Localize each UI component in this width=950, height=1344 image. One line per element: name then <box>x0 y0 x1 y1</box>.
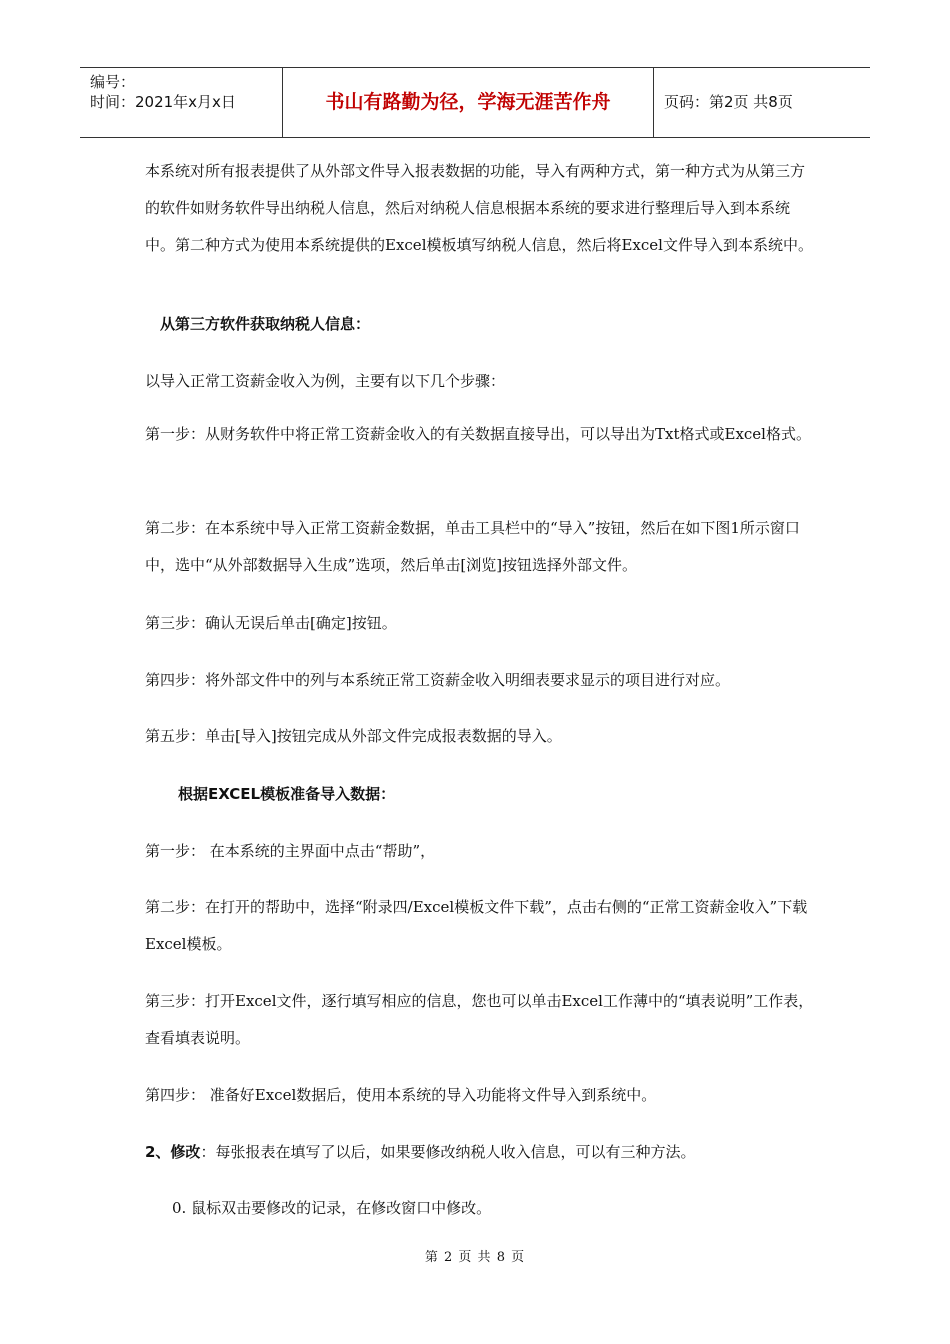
s2-step3: 第三步：打开Excel文件，逐行填写相应的信息，您也可以单击Excel工作薄中的“填表说明”工作表，查看填表说明。 <box>145 992 814 1047</box>
modify-label: 2、修改 <box>145 1143 201 1161</box>
s2-step1: 第一步： 在本系统的主界面中点击“帮助”， <box>145 842 436 860</box>
page-footer: 第 2 页 共 8 页 <box>424 1250 526 1265</box>
modify-paragraph <box>145 1141 815 1163</box>
number-label: 编号： <box>90 73 136 91</box>
intro-paragraph: 本系统对所有报表提供了从外部文件导入报表数据的功能，导入有两种方式，第一种方式为从第三方的软件如财务软件导出纳税人信息，然后对纳税人信息根据本系统的要求进行整理后导入到本系统中。第二种方式为使用本系统提供的Excel模板填写纳税人信息，然后将Excel文件导入到本系统中。 <box>145 162 813 254</box>
s1-step4: 第四步：将外部文件中的列与本系统正常工资薪金收入明细表要求显示的项目进行对应。 <box>145 671 731 689</box>
s2-step4: 第四步： 准备好Excel数据后，使用本系统的导入功能将文件导入到系统中。 <box>145 1086 657 1104</box>
time-label: 时间：2021年x月x日 <box>90 93 236 111</box>
s1-step1: 第一步：从财务软件中将正常工资薪金收入的有关数据直接导出，可以导出为Txt格式或Excel格式。 <box>145 425 811 443</box>
s1-step2: 第二步：在本系统中导入正常工资薪金数据，单击工具栏中的“导入”按钮，然后在如下图1所示窗口中，选中“从外部数据导入生成”选项，然后单击[浏览]按钮选择外部文件。 <box>145 519 800 574</box>
header-page-info: 页码：第2页 共8页 <box>664 93 793 111</box>
section1-title: 从第三方软件获取纳税人信息： <box>160 315 371 333</box>
section1-lead: 以导入正常工资薪金收入为例，主要有以下几个步骤： <box>145 372 506 390</box>
s1-step5: 第五步：单击[导入]按钮完成从外部文件完成报表数据的导入。 <box>145 727 562 745</box>
s1-step3: 第三步：确认无误后单击[确定]按钮。 <box>145 614 397 632</box>
s2-step2: 第二步：在打开的帮助中，选择“附录四/Excel模板文件下载”，点击右侧的“正常工资薪金收入”下载Excel模板。 <box>145 898 808 953</box>
header-meta <box>80 68 282 137</box>
modify-text: ：每张报表在填写了以后，如果要修改纳税人收入信息，可以有三种方法。 <box>200 1143 696 1161</box>
header-motto: 书山有路勤为径，学海无涯苦作舟 <box>282 68 654 137</box>
section2-title: 根据EXCEL模板准备导入数据： <box>178 785 396 803</box>
page-header <box>80 67 870 138</box>
modify-item-0: 0. 鼠标双击要修改的记录，在修改窗口中修改。 <box>172 1199 492 1217</box>
